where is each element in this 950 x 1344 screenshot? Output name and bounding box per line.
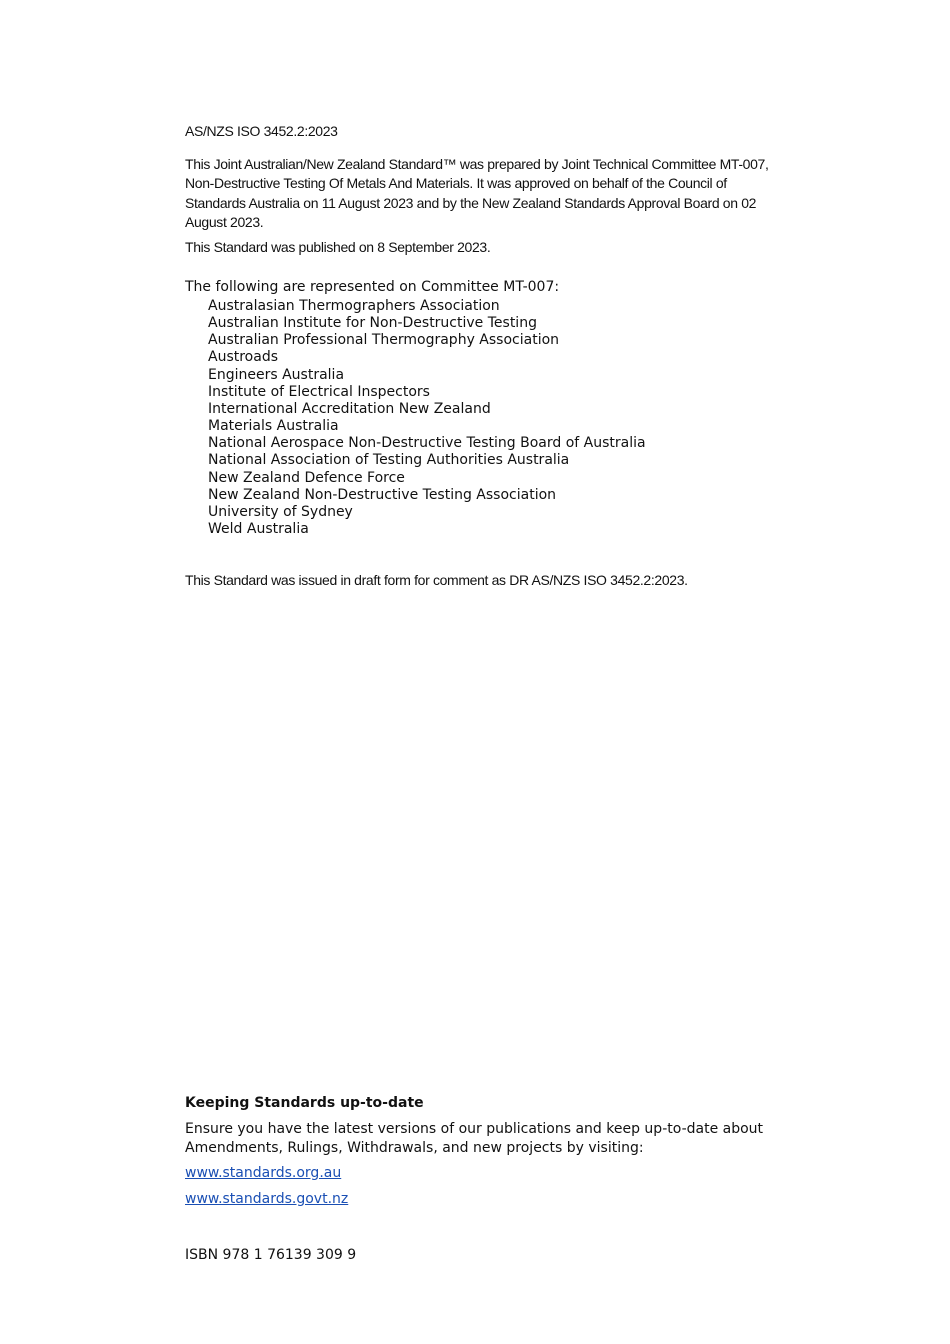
committee-member: Engineers Australia (208, 366, 345, 383)
keeping-up-to-date-heading: Keeping Standards up-to-date (185, 1095, 424, 1111)
published-statement: This Standard was published on 8 September 2023. (185, 239, 491, 255)
committee-heading: The following are represented on Committee MT-007: (185, 279, 560, 295)
keeping-up-to-date-body: Ensure you have the latest versions of our publications and keep up-to-date about Amendments, Rulings, Withdrawals, and new projects by visiting: (185, 1121, 764, 1156)
isbn-number: ISBN 978 1 76139 309 9 (185, 1247, 357, 1263)
document-identifier: AS/NZS ISO 3452.2:2023 (185, 123, 338, 139)
committee-member: Australian Institute for Non-Destructive Testing (208, 315, 537, 332)
committee-member: National Aerospace Non-Destructive Testing Board of Australia (208, 435, 646, 452)
committee-member: Institute of Electrical Inspectors (208, 383, 430, 400)
committee-member: International Accreditation New Zealand (208, 400, 491, 417)
committee-member: Australasian Thermographers Association (208, 298, 500, 314)
committee-member: University of Sydney (208, 503, 353, 520)
draft-statement: This Standard was issued in draft form for comment as DR AS/NZS ISO 3452.2:2023. (185, 572, 688, 588)
committee-member: Materials Australia (208, 418, 339, 435)
standards-nz-link[interactable]: www.standards.govt.nz (185, 1191, 349, 1207)
standards-au-link[interactable]: www.standards.org.au (185, 1165, 342, 1181)
committee-member: Australian Professional Thermography Association (208, 332, 560, 349)
committee-member: National Association of Testing Authorities Australia (208, 452, 570, 469)
committee-member-list (208, 298, 646, 538)
preparation-paragraph: This Joint Australian/New Zealand Standard™ was prepared by Joint Technical Committee MT-007, Non-Destructive Testing Of Metals And Materials. It was approved on behalf of the Council of Standards Australia on 11 August 2023 and by the New Zealand Standards Approval Board on 02 August 2023. (185, 156, 769, 231)
committee-member: Weld Australia (208, 521, 309, 538)
committee-member: New Zealand Non-Destructive Testing Association (208, 486, 557, 503)
committee-member: New Zealand Defence Force (208, 469, 405, 486)
committee-member: Austroads (208, 349, 279, 366)
